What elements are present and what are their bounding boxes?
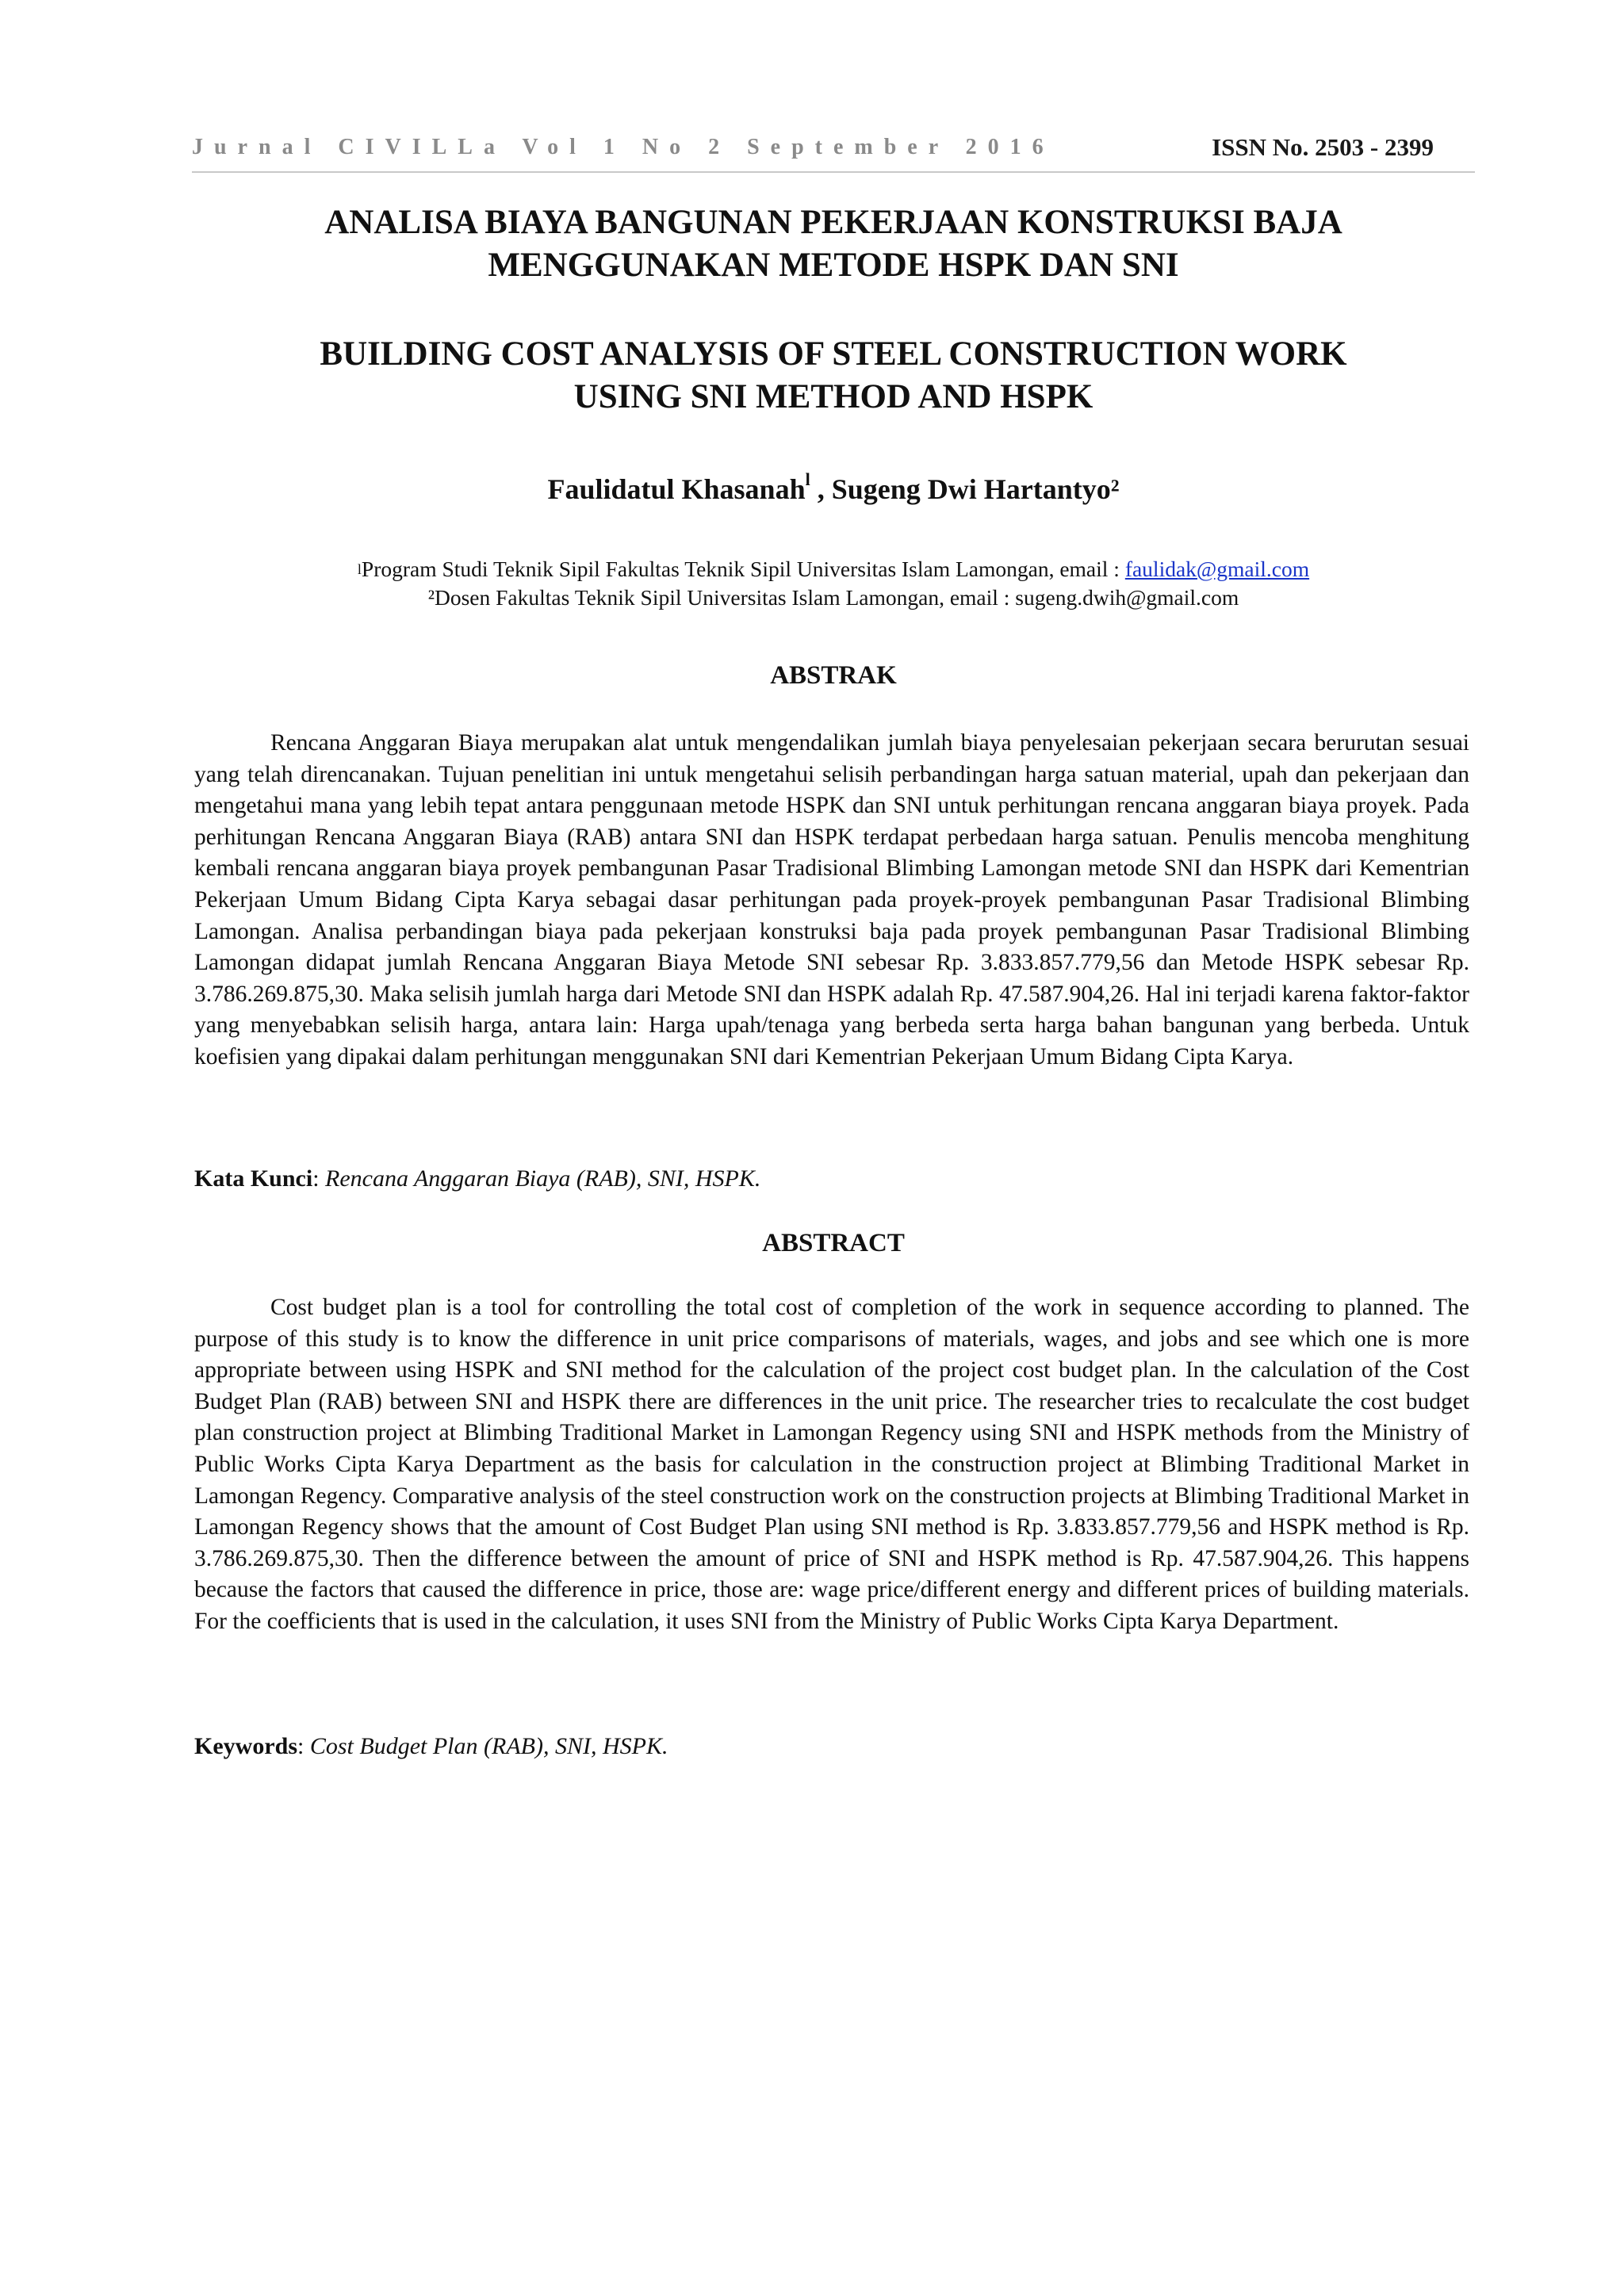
- affiliation-1-mark: l: [357, 561, 362, 577]
- kata-kunci: [194, 1165, 1469, 1192]
- issn-number: ISSN No. 2503 - 2399: [1212, 133, 1434, 161]
- title-indonesian: [192, 201, 1475, 287]
- title-english-line-2: USING SNI METHOD AND HSPK: [573, 378, 1094, 415]
- title-english-line-1: BUILDING COST ANALYSIS OF STEEL CONSTRUCTION WORK: [320, 335, 1347, 373]
- author-1-name: Faulidatul Khasanah: [547, 473, 806, 505]
- affiliation-1: [192, 555, 1475, 584]
- affiliation-1-text: Program Studi Teknik Sipil Fakultas Teknik Sipil Universitas Islam Lamongan, email :: [361, 557, 1125, 581]
- author-separator: ,: [810, 473, 832, 505]
- title-indonesian-line-1: ANALISA BIAYA BANGUNAN PEKERJAAN KONSTRUKSI BAJA: [324, 204, 1342, 241]
- abstrak-heading: ABSTRAK: [770, 661, 897, 690]
- abstrak-body: Rencana Anggaran Biaya merupakan alat untuk mengendalikan jumlah biaya penyelesaian pekerjaan secara berurutan sesuai yang telah direncanakan. Tujuan penelitian ini untuk mengetahui selisih perbandingan harga satuan material, upah dan pekerjaan dan mengetahui mana yang lebih tepat antara penggunaan metode HSPK dan SNI untuk perhitungan rencana anggaran biaya proyek. Pada perhitungan Rencana Anggaran Biaya (RAB) antara SNI dan HSPK terdapat perbedaan harga satuan. Penulis mencoba menghitung kembali rencana anggaran biaya proyek pembangunan Pasar Tradisional Blimbing Lamongan metode SNI dan HSPK dari Kementrian Pekerjaan Umum Bidang Cipta Karya sebagai dasar perhitungan pada proyek-proyek pembangunan Pasar Tradisional Blimbing Lamongan. Analisa perbandingan biaya pada pekerjaan konstruksi baja pada proyek pembangunan Pasar Tradisional Blimbing Lamongan didapat jumlah Rencana Anggaran Biaya Metode SNI sebesar Rp. 3.833.857.779,56 dan Metode HSPK sebesar Rp. 3.786.269.875,30. Maka selisih jumlah harga dari Metode SNI dan HSPK adalah Rp. 47.587.904,26. Hal ini terjadi karena faktor-faktor yang menyebabkan selisih harga, antara lain: Harga upah/tenaga yang berbeda serta harga bahan bangunan yang berbeda. Untuk koefisien yang dipakai dalam perhitungan menggunakan SNI dari Kementrian Pekerjaan Umum Bidang Cipta Karya.: [194, 730, 1469, 1070]
- abstract-body: Cost budget plan is a tool for controlling the total cost of completion of the work in sequence according to planned. The purpose of this study is to know the difference in unit price comparisons of materials, wages, and jobs and see which one is more appropriate between using HSPK and SNI method for the calculation of the project cost budget plan. In the calculation of the Cost Budget Plan (RAB) between SNI and HSPK there are differences in the unit price. The researcher tries to recalculate the cost budget plan construction project at Blimbing Traditional Market in Lamongan Regency using SNI and HSPK methods from the Ministry of Public Works Cipta Karya Department as the basis for calculation in the construction project at Blimbing Traditional Market in Lamongan Regency. Comparative analysis of the steel construction work on the construction projects at Blimbing Traditional Market in Lamongan Regency shows that the amount of Cost Budget Plan using SNI method is Rp. 3.833.857.779,56 and HSPK method is Rp. 3.786.269.875,30. Then the difference between the amount of price of SNI and HSPK method is Rp. 47.587.904,26. This happens because the factors that caused the difference in price, those are: wage price/different energy and different prices of building materials. For the coefficients that is used in the calculation, it uses SNI from the Ministry of Public Works Cipta Karya Department.: [194, 1295, 1469, 1634]
- author-list: [192, 469, 1475, 506]
- keywords: [194, 1733, 1469, 1760]
- keywords-separator: :: [297, 1733, 310, 1759]
- kata-kunci-separator: :: [312, 1165, 326, 1192]
- abstract-heading: ABSTRACT: [762, 1229, 905, 1257]
- title-english: [192, 333, 1475, 419]
- keywords-label: Keywords: [194, 1733, 297, 1759]
- author-2-name: Sugeng Dwi Hartantyo²: [831, 473, 1120, 505]
- affiliation-1-email-link[interactable]: faulidak@gmail.com: [1124, 557, 1310, 581]
- affiliation-2-text: ²Dosen Fakultas Teknik Sipil Universitas Islam Lamongan, email : sugeng.dwih@gmail.com: [427, 585, 1239, 610]
- author-1-affiliation-mark: l: [805, 469, 810, 489]
- running-header: [192, 133, 1475, 173]
- kata-kunci-label: Kata Kunci: [194, 1165, 313, 1192]
- affiliation-2: [192, 584, 1475, 612]
- kata-kunci-value: Rencana Anggaran Biaya (RAB), SNI, HSPK.: [325, 1165, 761, 1192]
- title-indonesian-line-2: MENGGUNAKAN METODE HSPK DAN SNI: [488, 247, 1179, 284]
- journal-info: Jurnal CIVILLa Vol 1 No 2 September 2016: [192, 135, 1055, 159]
- keywords-value: Cost Budget Plan (RAB), SNI, HSPK.: [309, 1733, 668, 1759]
